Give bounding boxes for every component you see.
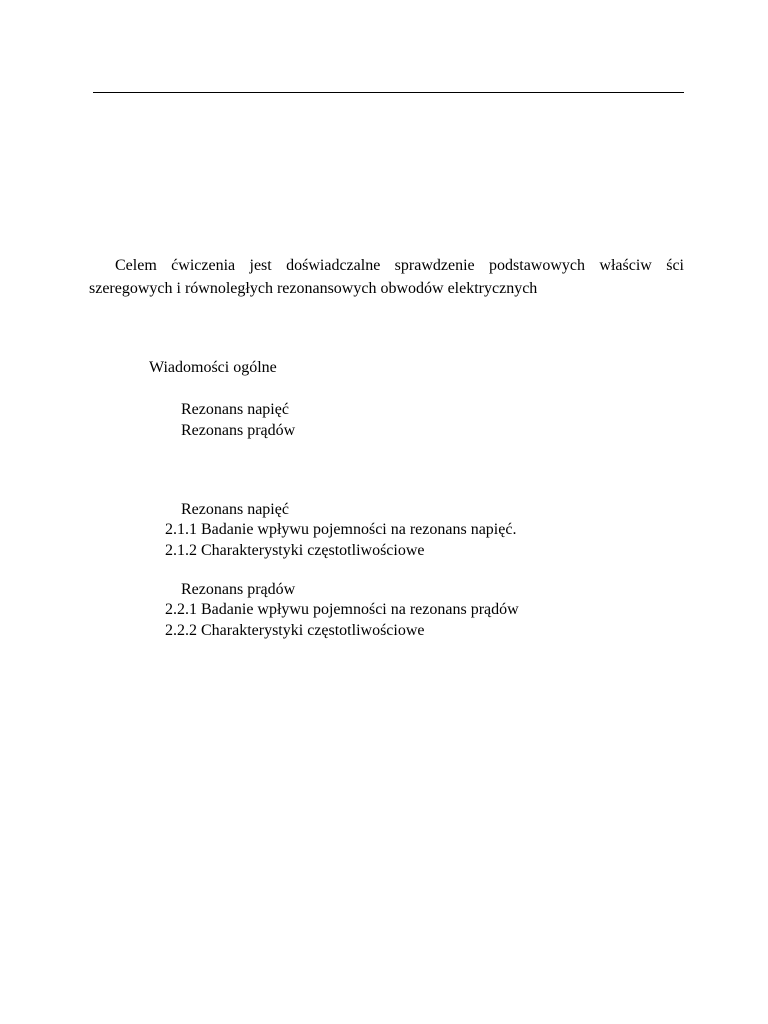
general-item-current-resonance: Rezonans prądów — [181, 422, 296, 439]
section-title-voltage-resonance: Rezonans napięć — [181, 501, 289, 518]
section-title-current-resonance: Rezonans prądów — [181, 581, 296, 598]
section-item-2-1-2: 2.1.2 Charakterystyki częstotliwościowe — [165, 542, 425, 559]
section-item-2-1-1: 2.1.1 Badanie wpływu pojemności na rezonans napięć. — [165, 521, 517, 538]
general-item-voltage-resonance: Rezonans napięć — [181, 401, 289, 418]
intro-paragraph — [89, 254, 684, 300]
section-item-2-2-1: 2.2.1 Badanie wpływu pojemności na rezonans prądów — [165, 601, 519, 618]
intro-line-2: szeregowych i równoległych rezonansowych obwodów elektrycznych — [89, 280, 538, 297]
section-item-2-2-2: 2.2.2 Charakterystyki częstotliwościowe — [165, 622, 425, 639]
intro-line-1: Celem ćwiczenia jest doświadczalne sprawdzenie podstawowych właściw ści — [115, 257, 684, 274]
general-heading: Wiadomości ogólne — [149, 359, 277, 376]
header-rule — [93, 92, 684, 93]
